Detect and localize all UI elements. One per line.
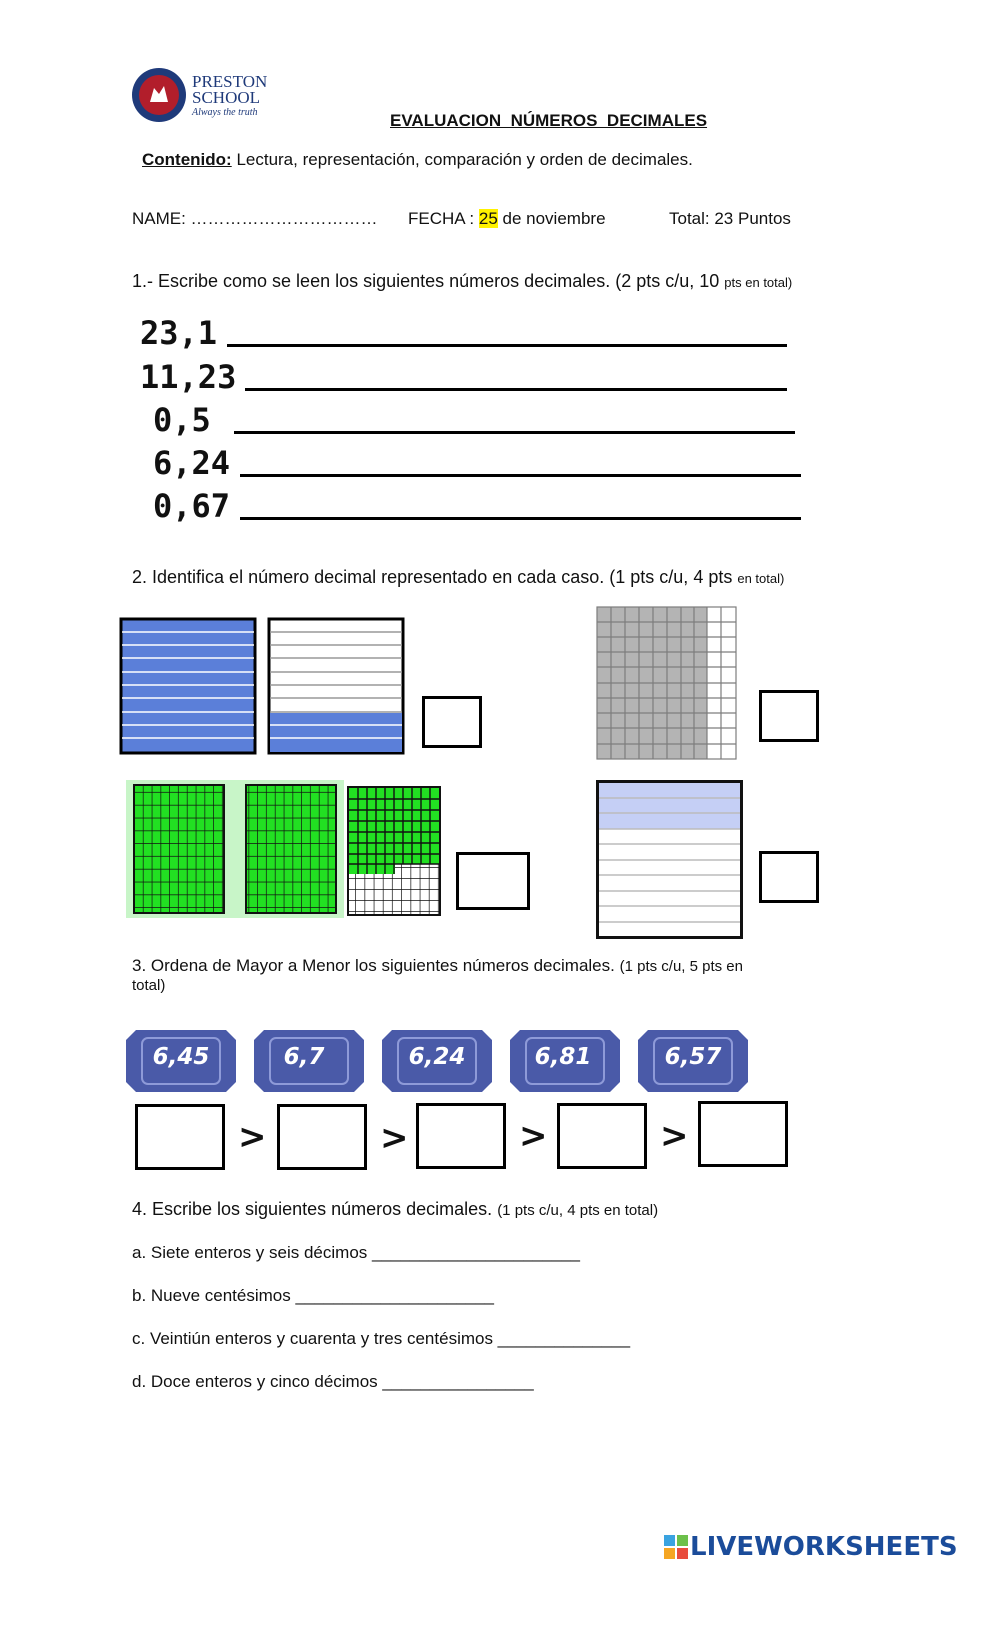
q2-model-c [126, 780, 448, 920]
q1-prompt-small: pts en total) [724, 275, 793, 290]
logo-line2: SCHOOL [192, 88, 261, 107]
logo-line1: PRESTON [192, 72, 268, 91]
liveworksheets-logo-icon [664, 1535, 688, 1559]
q3-order-box-4[interactable] [557, 1103, 647, 1169]
q2-model-b [596, 606, 738, 762]
q4-item-d[interactable]: d. Doce enteros y cinco décimos ________________ [132, 1372, 534, 1391]
contenido-label: Contenido: [142, 150, 232, 169]
fecha [408, 209, 606, 229]
q1-number-1: 23,1 [140, 314, 218, 352]
q3-order-box-1[interactable] [135, 1104, 225, 1170]
q3-prompt-line2: total) [132, 977, 166, 994]
q3-value-4: 6,81 [534, 1044, 592, 1070]
q1-answer-line-1[interactable] [227, 344, 787, 347]
q2-model-d [596, 780, 744, 940]
q1-prompt-text: 1.- Escribe como se leen los siguientes números decimales. (2 pts c/u, 10 [132, 271, 720, 291]
school-logo [130, 66, 270, 126]
contenido-text: Lectura, representación, comparación y orden de decimales. [236, 150, 693, 169]
q4-prompt-text: 4. Escribe los siguientes números decimales. [132, 1199, 493, 1219]
page-title: EVALUACION NÚMEROS DECIMALES [390, 111, 708, 130]
q3-greater-than-2: > [380, 1118, 409, 1158]
q2-model-a [118, 616, 410, 758]
q3-prompt-text: 3. Ordena de Mayor a Menor los siguientes números decimales. [132, 956, 615, 975]
q3-greater-than-3: > [519, 1116, 548, 1156]
q3-value-2: 6,7 [283, 1044, 325, 1070]
brand-text: LIVEWORKSHEETS [690, 1532, 958, 1562]
q3-order-box-5[interactable] [698, 1101, 788, 1167]
q1-number-5: 0,67 [153, 487, 231, 525]
contenido [142, 150, 693, 170]
q4-prompt [132, 1199, 658, 1220]
q1-number-4: 6,24 [153, 444, 231, 482]
fecha-label: FECHA : [408, 209, 475, 228]
q3-prompt [132, 956, 743, 976]
q3-order-box-3[interactable] [416, 1103, 506, 1169]
fecha-day: 25 [478, 209, 498, 228]
q3-value-1: 6,45 [152, 1044, 210, 1070]
q1-answer-line-5[interactable] [240, 517, 801, 520]
q3-order-box-2[interactable] [277, 1104, 367, 1170]
q1-answer-line-3[interactable] [234, 431, 795, 434]
q2-answer-box-1[interactable] [422, 696, 482, 748]
q1-prompt [132, 271, 792, 292]
q3-value-5: 6,57 [664, 1044, 722, 1070]
q1-answer-line-2[interactable] [245, 388, 787, 391]
logo-motto: Always the truth [192, 107, 258, 118]
q2-prompt-small: en total) [737, 571, 785, 586]
q3-value-3: 6,24 [408, 1044, 466, 1070]
fecha-rest: de noviembre [502, 209, 606, 228]
q2-prompt-text: 2. Identifica el número decimal representado en cada caso. (1 pts c/u, 4 pts [132, 567, 733, 587]
q1-number-2: 11,23 [140, 358, 237, 396]
q2-answer-box-2[interactable] [759, 690, 819, 742]
total-points: Total: 23 Puntos [669, 209, 791, 228]
q1-number-3: 0,5 [153, 401, 211, 439]
q4-item-a[interactable]: a. Siete enteros y seis décimos ______________________ [132, 1243, 581, 1262]
q2-answer-box-3[interactable] [456, 852, 530, 910]
q3-greater-than-1: > [238, 1117, 267, 1157]
q2-prompt [132, 567, 784, 588]
q3-greater-than-4: > [660, 1116, 689, 1156]
q3-prompt-small: (1 pts c/u, 5 pts en [619, 958, 743, 975]
q2-answer-box-4[interactable] [759, 851, 819, 903]
name-field[interactable]: NAME: …………………………… [132, 209, 378, 228]
school-crest-icon [130, 66, 188, 124]
q4-item-b[interactable]: b. Nueve centésimos _____________________ [132, 1286, 495, 1305]
q4-item-c[interactable]: c. Veintiún enteros y cuarenta y tres centésimos ______________ [132, 1329, 631, 1348]
q1-answer-line-4[interactable] [240, 474, 801, 477]
q4-prompt-small: (1 pts c/u, 4 pts en total) [497, 1202, 659, 1219]
